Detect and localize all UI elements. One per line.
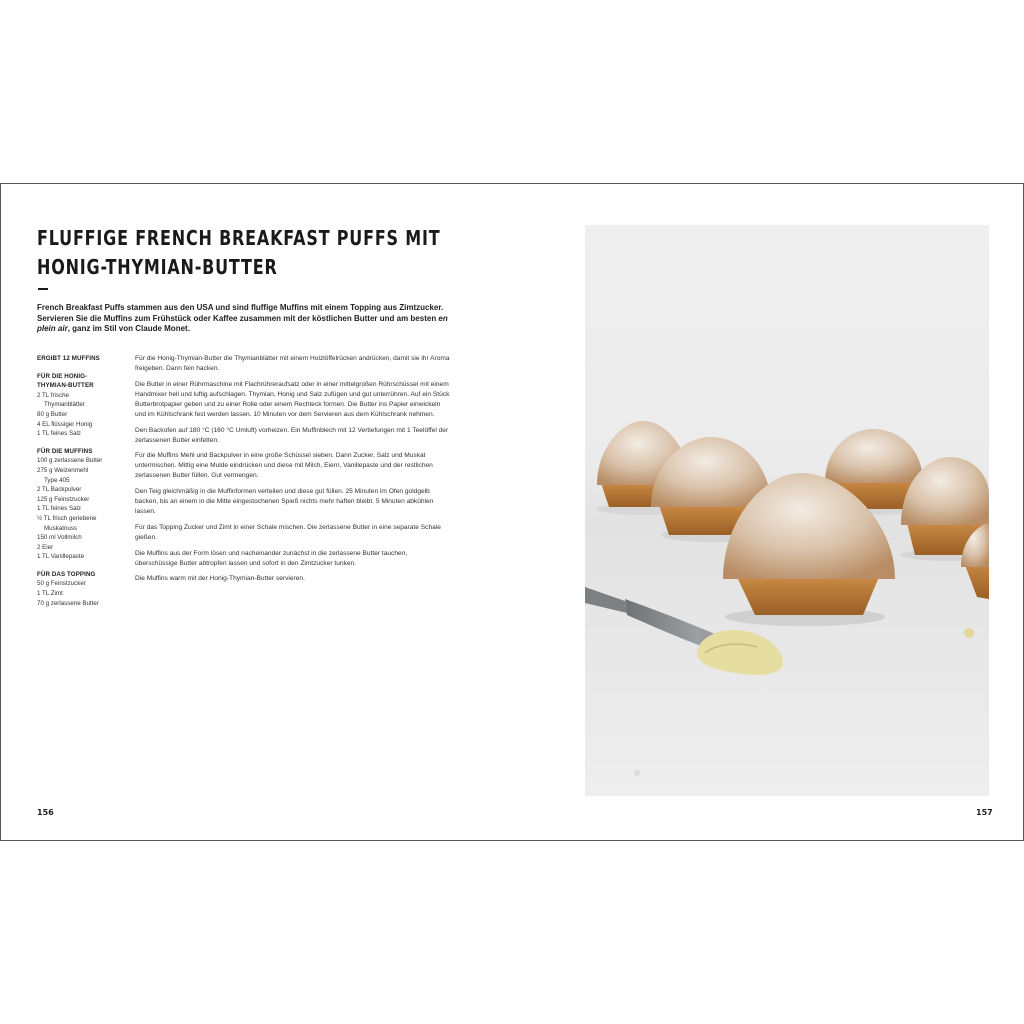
intro-text-part-1: French Breakfast Puffs stammen aus den USA und sind fluffige Muffins mit einem Topping aus Zimtzucker. Servieren Sie die Muffins zum Frühstück oder Kaffee zusammen mit der köstlichen Butter und am besten — [37, 303, 444, 323]
book-spread — [0, 183, 1024, 841]
yield-group — [37, 354, 127, 364]
ingredients-column — [37, 354, 127, 616]
butter-heading-line-2: THYMIAN-BUTTER — [37, 382, 94, 390]
ingredient-item: 4 EL flüssiger Honig — [37, 420, 93, 428]
sugar-crumb — [634, 770, 640, 776]
ingredient-item-continued: Type 405 — [44, 476, 70, 484]
ingredient-item: 2 Eier — [37, 543, 54, 551]
intro-text-part-2: , ganz im Stil von Claude Monet. — [67, 324, 190, 333]
ingredient-item: 70 g zerlassene Butter — [37, 599, 99, 607]
ingredient-item: ½ TL frisch geriebene — [37, 514, 97, 522]
topping-heading: FÜR DAS TOPPING — [37, 570, 96, 578]
method-column — [135, 354, 451, 590]
ingredient-item: 80 g Butter — [37, 410, 68, 418]
muffin-ingredients-group — [37, 447, 127, 562]
ingredient-item-continued: Thymianblätter — [44, 401, 85, 409]
page-number-right: 157 — [976, 808, 993, 817]
butter-ingredients-group — [37, 372, 127, 439]
recipe-title-line-2: HONIG-THYMIAN-BUTTER — [37, 255, 278, 279]
ingredient-item: 1 TL feines Salz — [37, 505, 82, 513]
ingredient-item: 150 ml Vollmilch — [37, 534, 82, 542]
ingredient-item-continued: Muskatnuss — [44, 524, 78, 532]
method-step: Die Butter in einer Rührmaschine mit Flachrühreraufsatz oder in einer mittelgroßen Rührschüssel mit einem Handmixer hell und luftig aufschlagen. Thymian, Honig und Salz zufügen und gut unterrühren. Auf ein Stück Butterbrotpapier geben und zu einer Rolle oder einem Rechteck formen. Die Butter ins Papier einwickeln und im Kühlschrank fest werden lassen. 10 Minuten vor dem Servieren aus dem Kühlschrank nehmen. — [135, 380, 450, 418]
method-step: Für die Muffins Mehl und Backpulver in eine große Schüssel sieben. Dann Zucker, Salz und Muskat untermischen. Mittig eine Mulde eindrücken und diese mit Milch, Eiern, Vanillepaste und der restlichen zerlassenen Butter füllen. Gut vermengen. — [135, 452, 433, 480]
ingredient-item: 1 TL Vanillepaste — [37, 553, 85, 561]
butter-heading-line-1: FÜR DIE HONIG- — [37, 372, 88, 380]
ingredient-item: 50 g Feinstzucker — [37, 580, 86, 588]
ingredient-item: 100 g zerlassene Butter — [37, 457, 103, 465]
yield-label: ERGIBT 12 MUFFINS — [37, 355, 100, 362]
method-step: Den Backofen auf 180 °C (160 °C Umluft) vorheizen. Ein Muffinblech mit 12 Vertiefungen mit 1 Teelöffel der zerlassenen Butter einfetten. — [135, 426, 449, 444]
ingredient-item: 125 g Feinstzucker — [37, 495, 90, 503]
intro-text-italic: en plein air — [37, 313, 448, 333]
method-step: Den Teig gleichmäßig in die Muffinformen verteilen und diese gut füllen. 25 Minuten im Ofen goldgelb backen, bis an einem in die Mitte eingestochenen Spieß nichts mehr haften bleibt. 5 Minuten abkühlen lassen. — [135, 488, 434, 516]
page-number-left: 156 — [37, 808, 54, 817]
recipe-photo — [585, 225, 989, 796]
title-divider — [38, 288, 48, 290]
recipe-intro — [37, 303, 457, 335]
method-step: Für die Honig-Thymian-Butter die Thymianblätter mit einem Holzlöffelrücken andrücken, damit sie ihr Aroma freigeben. Dann fein hacken. — [135, 355, 450, 373]
method-step: Die Muffins aus der Form lösen und nacheinander zunächst in die zerlassene Butter tauchen, überschüssige Butter abtropfen lassen und sofort in den Zimtzucker tunken. — [135, 549, 408, 567]
ingredient-item: 1 TL feines Salz — [37, 430, 82, 438]
recipe-title — [37, 224, 441, 282]
method-step: Die Muffins warm mit der Honig-Thymian-Butter servieren. — [135, 575, 305, 583]
muffins-photo-illustration — [585, 225, 989, 796]
ingredient-item: 2 TL Backpulver — [37, 486, 82, 494]
ingredient-item: 2 TL frische — [37, 391, 69, 399]
ingredient-item: 1 TL Zimt — [37, 590, 63, 598]
butter-crumb — [964, 628, 974, 638]
muffins-heading: FÜR DIE MUFFINS — [37, 447, 93, 455]
method-step: Für das Topping Zucker und Zimt in einer Schale mischen. Die zerlassene Butter in eine separate Schale gießen. — [135, 523, 441, 541]
recipe-title-line-1: FLUFFIGE FRENCH BREAKFAST PUFFS MIT — [37, 226, 441, 250]
ingredient-item: 275 g Weizenmehl — [37, 466, 89, 474]
topping-ingredients-group — [37, 570, 127, 608]
